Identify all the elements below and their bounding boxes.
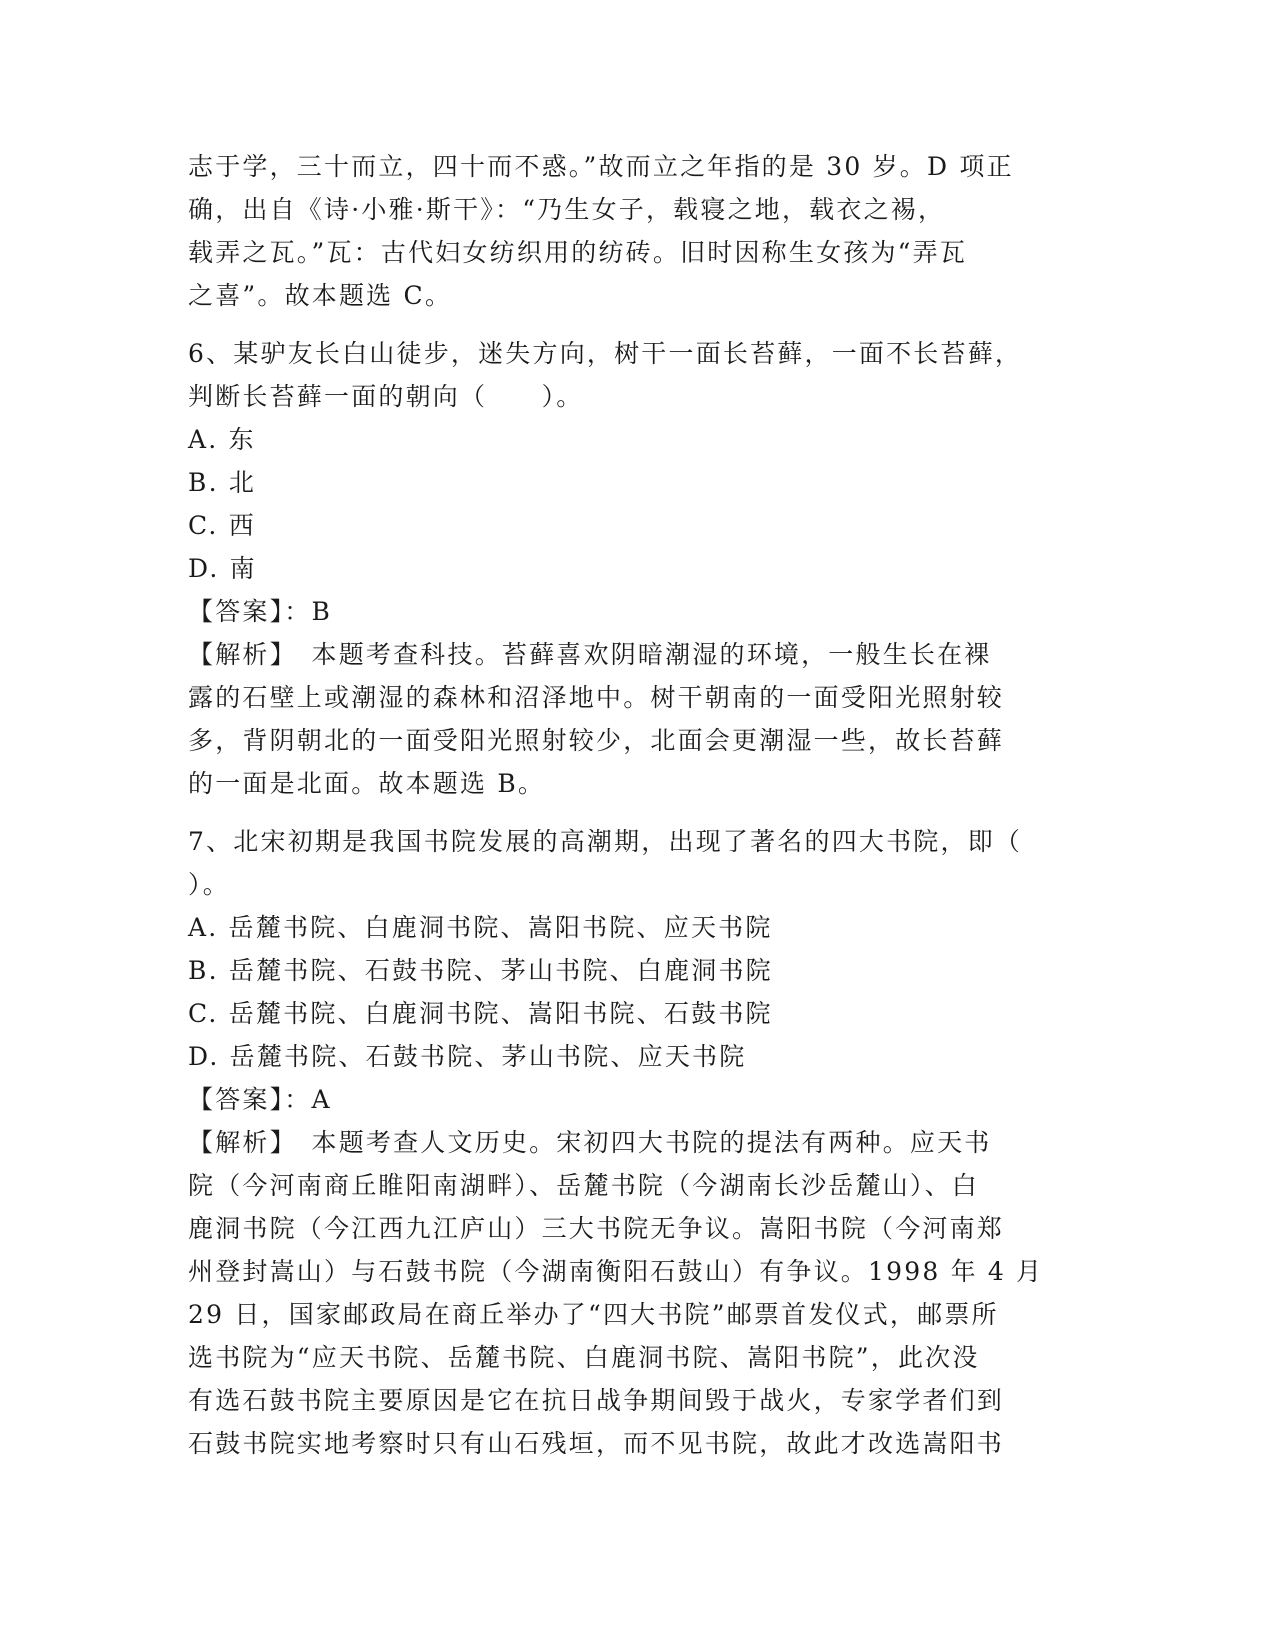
option-b: B. 北 (188, 468, 257, 497)
analysis-line: 【解析】 本题考查人文历史。宋初四大书院的提法有两种。应天书 (188, 1128, 992, 1157)
question-7 (188, 820, 1088, 1465)
document-page (188, 145, 1088, 1465)
answer: 【答案】：A (188, 1085, 332, 1114)
analysis-line: 多，背阴朝北的一面受阳光照射较少，北面会更潮湿一些，故长苔藓 (188, 726, 1005, 755)
analysis-line: 29 日，国家邮政局在商丘举办了“四大书院”邮票首发仪式，邮票所 (188, 1300, 999, 1329)
option-b: B. 岳麓书院、石鼓书院、茅山书院、白鹿洞书院 (188, 956, 773, 985)
option-d: D. 南 (188, 554, 257, 583)
option-c: C. 岳麓书院、白鹿洞书院、嵩阳书院、石鼓书院 (188, 999, 773, 1028)
option-a: A. 岳麓书院、白鹿洞书院、嵩阳书院、应天书院 (188, 913, 773, 942)
analysis-line: 鹿洞书院（今江西九江庐山）三大书院无争议。嵩阳书院（今河南郑 (188, 1214, 1005, 1243)
question-stem: 判断长苔藓一面的朝向（ ）。 (188, 382, 584, 411)
analysis-line: 的一面是北面。故本题选 B。 (188, 769, 546, 798)
analysis-line: 选书院为“应天书院、岳麓书院、白鹿洞书院、嵩阳书院”，此次没 (188, 1343, 980, 1372)
question-6 (188, 332, 1088, 805)
analysis-line: 露的石壁上或潮湿的森林和沼泽地中。树干朝南的一面受阳光照射较 (188, 683, 1005, 712)
option-c: C. 西 (188, 511, 256, 540)
analysis-line: 有选石鼓书院主要原因是它在抗日战争期间毁于战火，专家学者们到 (188, 1386, 1005, 1415)
paragraph-gap (188, 805, 1088, 820)
question-stem: 7、北宋初期是我国书院发展的高潮期，出现了著名的四大书院，即（ (188, 827, 1023, 856)
text-line: 载弄之瓦。”瓦：古代妇女纺织用的纺砖。旧时因称生女孩为“弄瓦 (188, 238, 968, 267)
question-stem: ）。 (188, 870, 230, 899)
analysis-line: 州登封嵩山）与石鼓书院（今湖南衡阳石鼓山）有争议。1998 年 4 月 (188, 1257, 1044, 1286)
text-line: 确，出自《诗·小雅·斯干》：“乃生女子，载寝之地，载衣之裼， (188, 195, 946, 224)
text-line: 志于学，三十而立，四十而不惑。”故而立之年指的是 30 岁。D 项正 (188, 152, 1014, 181)
paragraph-gap (188, 317, 1088, 332)
analysis-line: 院（今河南商丘睢阳南湖畔）、岳麓书院（今湖南长沙岳麓山）、白 (188, 1171, 980, 1200)
previous-explanation (188, 145, 1088, 317)
option-d: D. 岳麓书院、石鼓书院、茅山书院、应天书院 (188, 1042, 747, 1071)
analysis-line: 石鼓书院实地考察时只有山石残垣，而不见书院，故此才改选嵩阳书 (188, 1429, 1005, 1458)
text-line: 之喜”。故本题选 C。 (188, 281, 453, 310)
question-stem: 6、某驴友长白山徒步，迷失方向，树干一面长苔藓，一面不长苔藓， (188, 339, 1023, 368)
option-a: A. 东 (188, 425, 256, 454)
analysis-line: 【解析】 本题考查科技。苔藓喜欢阴暗潮湿的环境，一般生长在裸 (188, 640, 992, 669)
answer: 【答案】：B (188, 597, 333, 626)
